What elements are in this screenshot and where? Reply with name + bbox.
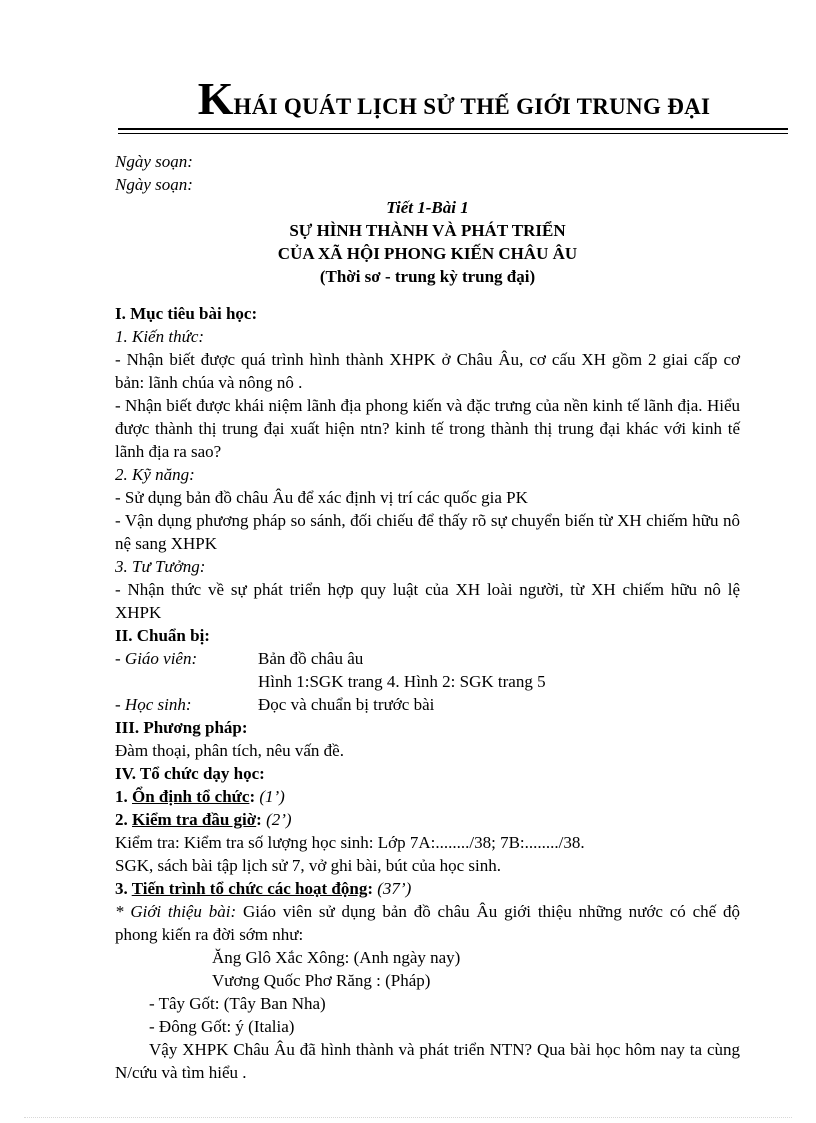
check-line: Kiểm tra: Kiểm tra số lượng học sinh: Lớp 7A:......../38; 7B:......../38. (115, 833, 585, 852)
tribe-item: - Tây Gốt: (Tây Ban Nha) (149, 994, 326, 1013)
intro-paragraph (115, 900, 740, 946)
step2-title: Kiểm tra đầu giờ (132, 810, 257, 829)
header-rule-thin (118, 133, 788, 134)
prep-date-2: Ngày soạn: (115, 175, 193, 194)
lesson-title-line2: CỦA XÃ HỘI PHONG KIẾN CHÂU ÂU (277, 244, 578, 263)
knowledge-heading: 1. Kiến thức: (115, 327, 205, 346)
step1-number: 1. (115, 787, 132, 806)
header-first-letter: K (197, 73, 234, 124)
lesson-title-line1: SỰ HÌNH THÀNH VÀ PHÁT TRIỂN (289, 221, 566, 240)
method-text: Đàm thoại, phân tích, nêu vấn đề. (115, 741, 344, 760)
page-header (120, 72, 788, 125)
skills-heading: 2. Kỹ năng: (115, 465, 195, 484)
lesson-number: Tiết 1-Bài 1 (386, 198, 469, 217)
step1: 1. Ổn định tổ chức: (1’) (115, 787, 285, 806)
knowledge-item: - Nhận biết được khái niệm lãnh địa phong kiến và đặc trưng của nền kinh tế lãnh địa. Hiểu được thành thị trung đại xuất hiện ntn? kinh tế trong thành thị trung đại khác với kinh tế lãnh địa ra sao? (115, 396, 740, 461)
student-label: - Học sinh: (115, 695, 192, 714)
step3-time: (37’) (377, 879, 412, 898)
nation-item: Ăng Glô Xắc Xông: (Anh ngày nay) (212, 948, 461, 967)
attitude-heading: 3. Tư Tưởng: (115, 557, 206, 576)
teacher-line: Hình 1:SGK trang 4. Hình 2: SGK trang 5 (258, 672, 546, 691)
section1-heading: I. Mục tiêu bài học: (115, 304, 258, 323)
step3: 3. Tiến trình tổ chức các hoạt động: (37’) (115, 879, 412, 898)
tribe-item: - Đông Gốt: ý (Italia) (149, 1017, 295, 1036)
intro-text: Giáo viên sử dụng bản đồ châu Âu giới thiệu những nước có chế độ phong kiến ra đời sớm như: (115, 902, 741, 944)
step2-number: 2. (115, 810, 132, 829)
lesson-subtitle: (Thời sơ - trung kỳ trung đại) (319, 267, 536, 286)
header-title: HÁI QUÁT LỊCH SỬ THẾ GIỚI TRUNG ĐẠI (233, 94, 711, 119)
intro-label: * Giới thiệu bài: (115, 902, 237, 921)
step2-time: (2’) (266, 810, 292, 829)
step1-title: Ổn định tổ chức (132, 787, 250, 806)
check-line: SGK, sách bài tập lịch sử 7, vở ghi bài, bút của học sinh. (115, 856, 502, 875)
section3-heading: III. Phương pháp: (115, 718, 248, 737)
page-bottom-divider (24, 1117, 792, 1118)
student-line: Đọc và chuẩn bị trước bài (258, 695, 435, 714)
teacher-line: Bản đồ châu âu (258, 649, 364, 668)
step3-title: Tiến trình tổ chức các hoạt động (131, 879, 368, 898)
section2-heading: II. Chuẩn bị: (115, 626, 210, 645)
student-row (115, 693, 740, 716)
nation-item: Vương Quốc Phơ Răng : (Pháp) (212, 971, 431, 990)
knowledge-item: - Nhận biết được quá trình hình thành XHPK ở Châu Âu, cơ cấu XH gồm 2 giai cấp cơ bản: lãnh chúa và nông nô . (115, 350, 740, 392)
section4-heading: IV. Tổ chức dạy học: (115, 764, 265, 783)
closing-paragraph: Vậy XHPK Châu Âu đã hình thành và phát triển NTN? Qua bài học hôm nay ta cùng N/cứu và tìm hiểu . (115, 1040, 740, 1082)
header-rule-thick (118, 128, 788, 130)
document-body (115, 150, 740, 1084)
skills-item: - Vận dụng phương pháp so sánh, đối chiếu để thấy rõ sự chuyển biến từ XH chiếm hữu nô nệ sang XHPK (115, 511, 740, 553)
skills-item: - Sử dụng bản đồ châu Âu để xác định vị trí các quốc gia PK (115, 488, 528, 507)
step3-number: 3. (115, 879, 132, 898)
teacher-label: - Giáo viên: (115, 649, 198, 668)
prep-date-1: Ngày soạn: (115, 152, 193, 171)
attitude-item: - Nhận thức về sự phát triển hợp quy luật của XH loài người, từ XH chiếm hữu nô lệ XHPK (115, 580, 740, 622)
step1-time: (1’) (259, 787, 285, 806)
teacher-row (115, 647, 740, 670)
step2: 2. Kiểm tra đầu giờ: (2’) (115, 810, 292, 829)
